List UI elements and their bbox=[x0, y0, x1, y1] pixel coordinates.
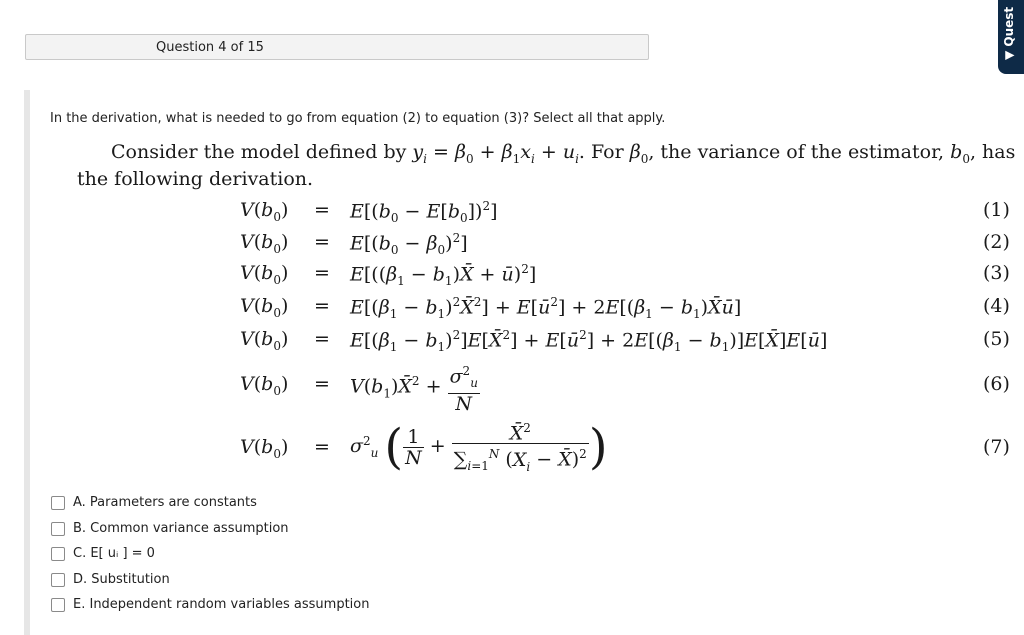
equation-2: $V(b_0)$ = $E[(b_0 - \beta_0)^2]$ (2) bbox=[240, 231, 1010, 258]
question-header bbox=[25, 34, 649, 60]
equation-number: (2) bbox=[983, 231, 1010, 253]
option-a-checkbox[interactable] bbox=[51, 496, 65, 510]
option-d-label[interactable]: D. Substitution bbox=[73, 571, 170, 587]
equation-number: (5) bbox=[983, 328, 1010, 350]
equation-number: (3) bbox=[983, 262, 1010, 284]
equation-number: (6) bbox=[983, 373, 1010, 395]
equation-4: $V(b_0)$ = $E[(\beta_1$ − $b_1)^2X̄^2$] + $E[ū^2] + 2E[(\beta_1$ − $b_1)X̄ū$] (4) bbox=[240, 295, 1010, 322]
question-prompt: In the derivation, what is needed to go from equation (2) to equation (3)? Select all that apply. bbox=[50, 111, 666, 126]
derivation-intro-line2: the following derivation. bbox=[77, 168, 314, 190]
option-c-label[interactable]: C. E[ uᵢ ] = 0 bbox=[73, 546, 155, 561]
equation-6: $V(b_0)$ = $V(b_1)X̄^2$ + $\frac{\sigma^2_u}{N}$ (6) bbox=[0, 365, 1024, 409]
equation-number: (4) bbox=[983, 295, 1010, 317]
equation-number: (7) bbox=[983, 436, 1010, 458]
option-d-checkbox[interactable] bbox=[51, 573, 65, 587]
equation-number: (1) bbox=[983, 199, 1010, 221]
question-counter: Question 4 of 15 bbox=[156, 40, 264, 55]
option-e-label[interactable]: E. Independent random variables assumption bbox=[73, 597, 370, 612]
option-e-checkbox[interactable] bbox=[51, 598, 65, 612]
option-b-label[interactable]: B. Common variance assumption bbox=[73, 520, 289, 536]
option-a-label[interactable]: A. Parameters are constants bbox=[73, 495, 257, 510]
equation-1: $V(b_0)$ = $E[(b_0 - E[b_0])^2]$ (1) bbox=[240, 199, 1010, 226]
equation-5: $V(b_0)$ = $E[(\beta_1$ − $b_1)^2]E[X̄^2]$ + $E[ū^2] + 2E[(\beta_1$ − $b_1)]E[X̄]E[ū]$ (5) bbox=[240, 328, 1010, 355]
option-b-checkbox[interactable] bbox=[51, 522, 65, 536]
equation-7: $V(b_0)$ = $\sigma^2_u$ ( $\frac{1}{N}$ + $\frac{X̄^2}{\sum_{i=1}^N (X_i - X̄)^2}$ ) (7) bbox=[240, 419, 1010, 476]
option-c-checkbox[interactable] bbox=[51, 547, 65, 561]
question-panel-toggle-label: ▼ Quest bbox=[1002, 6, 1016, 60]
equation-3: $V(b_0)$ = $E[((\beta_1$ − $b_1)X̄$ + ū)$^2$] (3) bbox=[240, 262, 1010, 289]
derivation-intro-line1: Consider the model defined by $y_i = \beta_0 + \beta_1x_i + u_i$. For $\beta_0$, the variance of the estimator, $b_0$, has bbox=[111, 141, 1016, 166]
question-panel-toggle[interactable] bbox=[998, 0, 1024, 74]
content-left-border bbox=[24, 90, 30, 635]
